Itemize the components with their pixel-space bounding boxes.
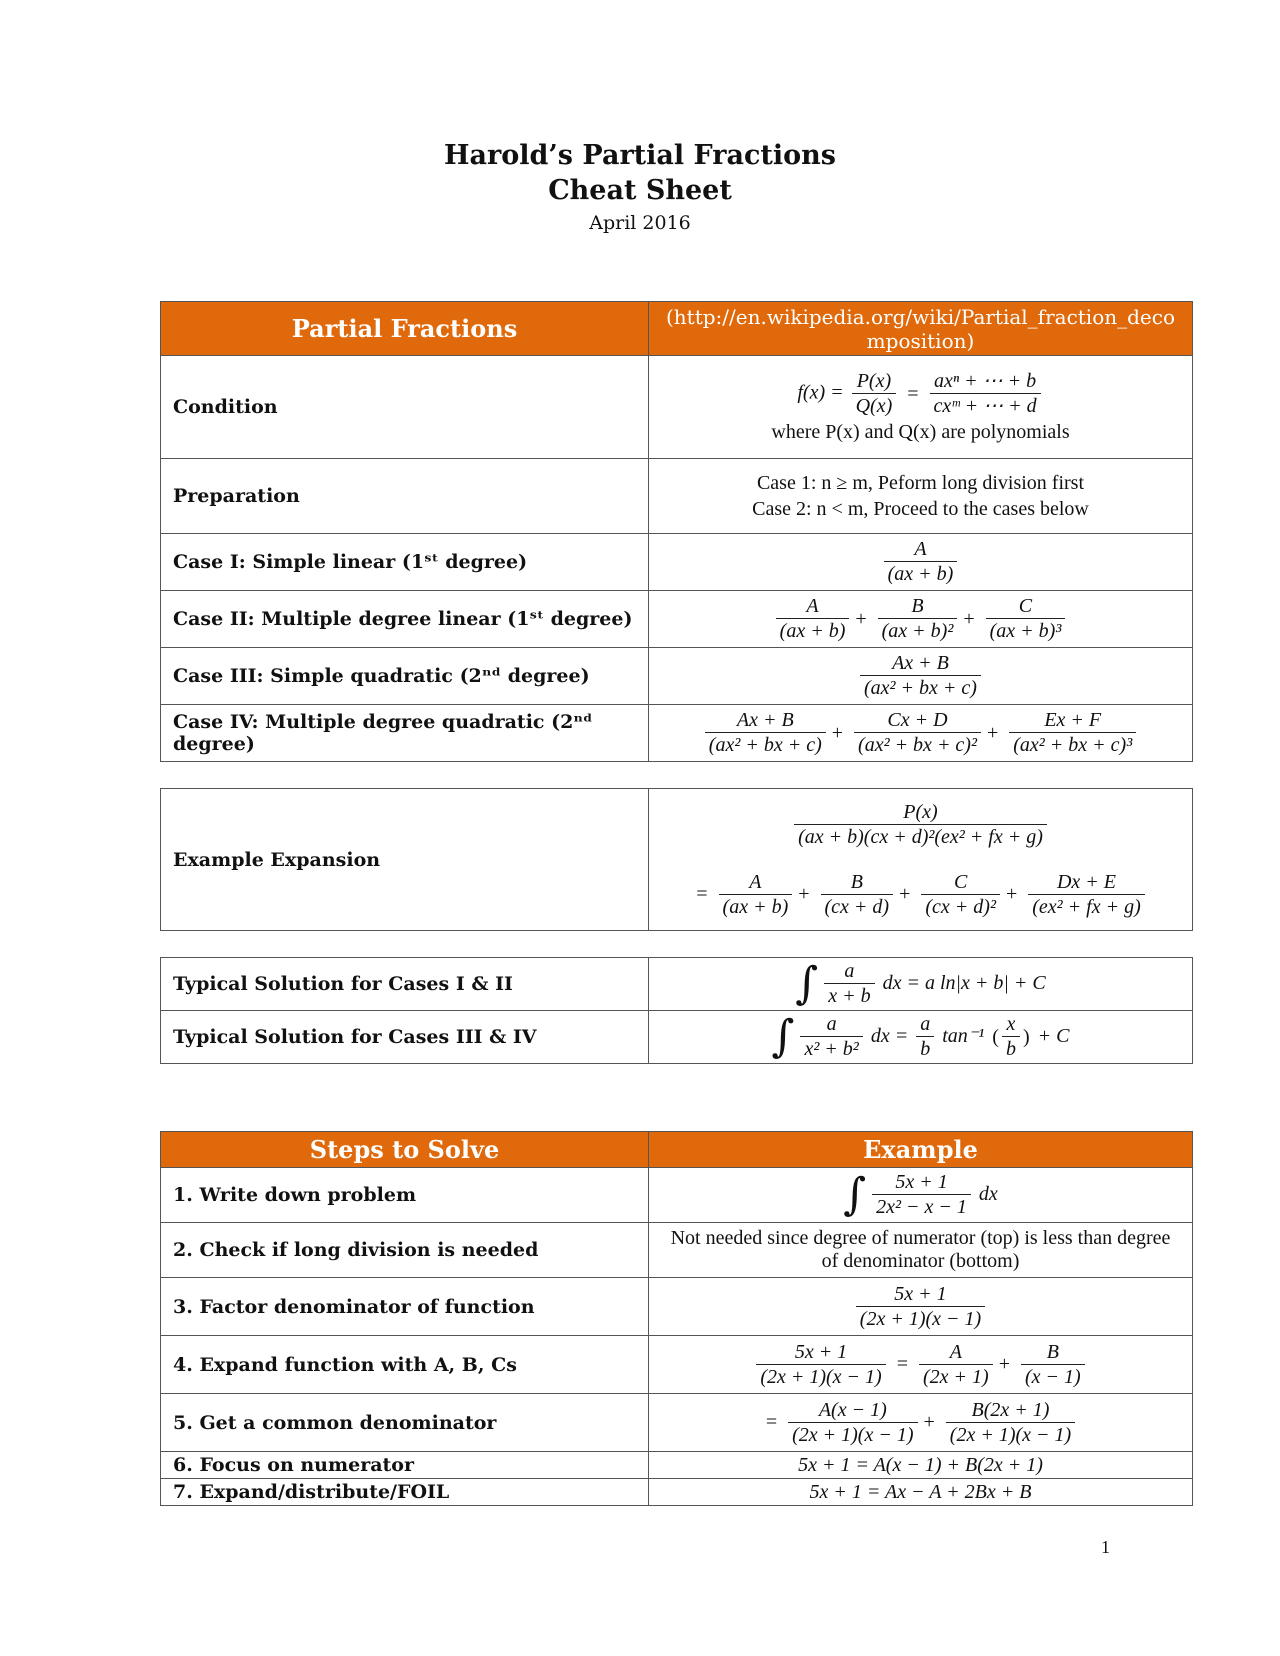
row-label: Case I: Simple linear (1ˢᵗ degree) bbox=[161, 534, 649, 591]
row-label: Case IV: Multiple degree quadratic (2ⁿᵈ degree) bbox=[161, 705, 649, 762]
step-4-example: $\frac{5x + 1}{(2x + 1)(x - 1)}$ = $\frac{A}{(2x + 1)}$ + $\frac{B}{(x - 1)}$ bbox=[649, 1336, 1193, 1394]
header-wikipedia-link[interactable]: (http://en.wikipedia.org/wiki/Partial_fraction_decomposition) bbox=[649, 302, 1193, 356]
case-4-formula: $\frac{Ax + B}{\text{(ax² + bx + c)}}$ + $\frac{Cx + D}{\text{(ax² + bx + c)²}}$ + $\frac{Ex + F}{\text{(ax² + bx + c)³}}$ bbox=[649, 705, 1193, 762]
fraction: $\frac{\text{axⁿ + ⋯ + b}}{\text{cxᵐ + ⋯ + d}}$ bbox=[930, 370, 1041, 418]
row-label: 3. Factor denominator of function bbox=[161, 1278, 649, 1336]
table-row-step-7 bbox=[161, 1479, 1193, 1506]
table-row-case-3 bbox=[161, 648, 1193, 705]
example-expansion-table bbox=[160, 788, 1193, 931]
typical-solutions-table bbox=[160, 957, 1193, 1064]
solution-1-formula: ∫ $\frac{a}{x + b}$ dx = a ln|x + b| + C bbox=[649, 958, 1193, 1011]
table-row-step-6 bbox=[161, 1452, 1193, 1479]
row-label: Case III: Simple quadratic (2ⁿᵈ degree) bbox=[161, 648, 649, 705]
solution-2-formula: ∫ $\frac{a}{\text{x² + b²}}$ dx = $\frac{a}{b}$ tan⁻¹ ( $\frac{x}{b}$ ) + C bbox=[649, 1011, 1193, 1064]
row-label: Example Expansion bbox=[161, 789, 649, 931]
table-row-solution-2 bbox=[161, 1011, 1193, 1064]
row-label: Typical Solution for Cases III & IV bbox=[161, 1011, 649, 1064]
document-title: Harold’s Partial Fractions bbox=[444, 140, 836, 171]
table-header-row bbox=[161, 1132, 1193, 1168]
case-2-formula: $\frac{A}{(ax + b)}$ + $\frac{B}{\text{(ax + b)²}}$ + $\frac{C}{\text{(ax + b)³}}$ bbox=[649, 591, 1193, 648]
table-row-step-4 bbox=[161, 1336, 1193, 1394]
header-example: Example bbox=[649, 1132, 1193, 1168]
step-5-example: = $\frac{A(x - 1)}{(2x + 1)(x - 1)}$ + $\frac{B(2x + 1)}{(2x + 1)(x - 1)}$ bbox=[649, 1394, 1193, 1452]
case-1-formula: $\frac{A}{(ax + b)}$ bbox=[649, 534, 1193, 591]
row-label: Condition bbox=[161, 356, 649, 459]
table-row-step-5 bbox=[161, 1394, 1193, 1452]
table-row-step-3 bbox=[161, 1278, 1193, 1336]
table-row-case-2 bbox=[161, 591, 1193, 648]
row-label: Preparation bbox=[161, 459, 649, 534]
fraction: $\frac{P(x)}{Q(x)}$ bbox=[852, 370, 897, 418]
row-label: 2. Check if long division is needed bbox=[161, 1223, 649, 1278]
header-steps-to-solve: Steps to Solve bbox=[161, 1132, 649, 1168]
preparation-cases: Case 1: n ≥ m, Peform long division first Case 2: n < m, Proceed to the cases below bbox=[649, 459, 1193, 534]
table-row-case-1 bbox=[161, 534, 1193, 591]
document-subtitle: Cheat Sheet bbox=[548, 175, 732, 206]
table-row-example-expansion bbox=[161, 789, 1193, 931]
partial-fractions-table bbox=[160, 301, 1193, 762]
row-label: 4. Expand function with A, B, Cs bbox=[161, 1336, 649, 1394]
integral-sign: ∫ bbox=[795, 957, 819, 1009]
step-1-example: ∫ $\frac{5x + 1}{\text{2x² − x − 1}}$ dx bbox=[649, 1168, 1193, 1223]
step-6-example: 5x + 1 = A(x − 1) + B(2x + 1) bbox=[649, 1452, 1193, 1479]
row-label: 1. Write down problem bbox=[161, 1168, 649, 1223]
row-label: Case II: Multiple degree linear (1ˢᵗ degree) bbox=[161, 591, 649, 648]
table-row-step-1 bbox=[161, 1168, 1193, 1223]
row-label: Typical Solution for Cases I & II bbox=[161, 958, 649, 1011]
table-header-row bbox=[161, 302, 1193, 356]
header-partial-fractions: Partial Fractions bbox=[161, 302, 649, 356]
steps-to-solve-table bbox=[160, 1131, 1193, 1506]
row-label: 5. Get a common denominator bbox=[161, 1394, 649, 1452]
row-label: 6. Focus on numerator bbox=[161, 1452, 649, 1479]
table-row-preparation bbox=[161, 459, 1193, 534]
condition-formula: f(x) = $\frac{P(x)}{Q(x)}$ = $\frac{\text{axⁿ + ⋯ + b}}{\text{cxᵐ + ⋯ + d}}$ where P(x) and Q(x) are polynomials bbox=[649, 356, 1193, 459]
case-3-formula: $\frac{Ax + B}{\text{(ax² + bx + c)}}$ bbox=[649, 648, 1193, 705]
example-expansion-formula: $\frac{P(x)}{\text{(ax + b)(cx + d)²(ex² + fx + g)}}$ = $\frac{A}{(ax + b)}$ + $\frac{B}{(cx + d)}$ + $\frac{C}{\text{(cx + d)²}}$ + $\frac{Dx + E}{\text{(ex² + fx + g)}}$ bbox=[649, 789, 1193, 931]
table-row-step-2 bbox=[161, 1223, 1193, 1278]
condition-note: where P(x) and Q(x) are polynomials bbox=[771, 421, 1070, 443]
row-label: 7. Expand/distribute/FOIL bbox=[161, 1479, 649, 1506]
step-7-example: 5x + 1 = Ax − A + 2Bx + B bbox=[649, 1479, 1193, 1506]
page-number: 1 bbox=[1101, 1537, 1110, 1557]
table-row-condition bbox=[161, 356, 1193, 459]
step-3-example: $\frac{5x + 1}{(2x + 1)(x - 1)}$ bbox=[649, 1278, 1193, 1336]
table-row-case-4 bbox=[161, 705, 1193, 762]
step-2-example: Not needed since degree of numerator (top) is less than degree of denominator (bottom) bbox=[649, 1223, 1193, 1278]
table-row-solution-1 bbox=[161, 958, 1193, 1011]
document-date: April 2016 bbox=[589, 212, 691, 234]
integral-sign: ∫ bbox=[771, 1010, 795, 1062]
